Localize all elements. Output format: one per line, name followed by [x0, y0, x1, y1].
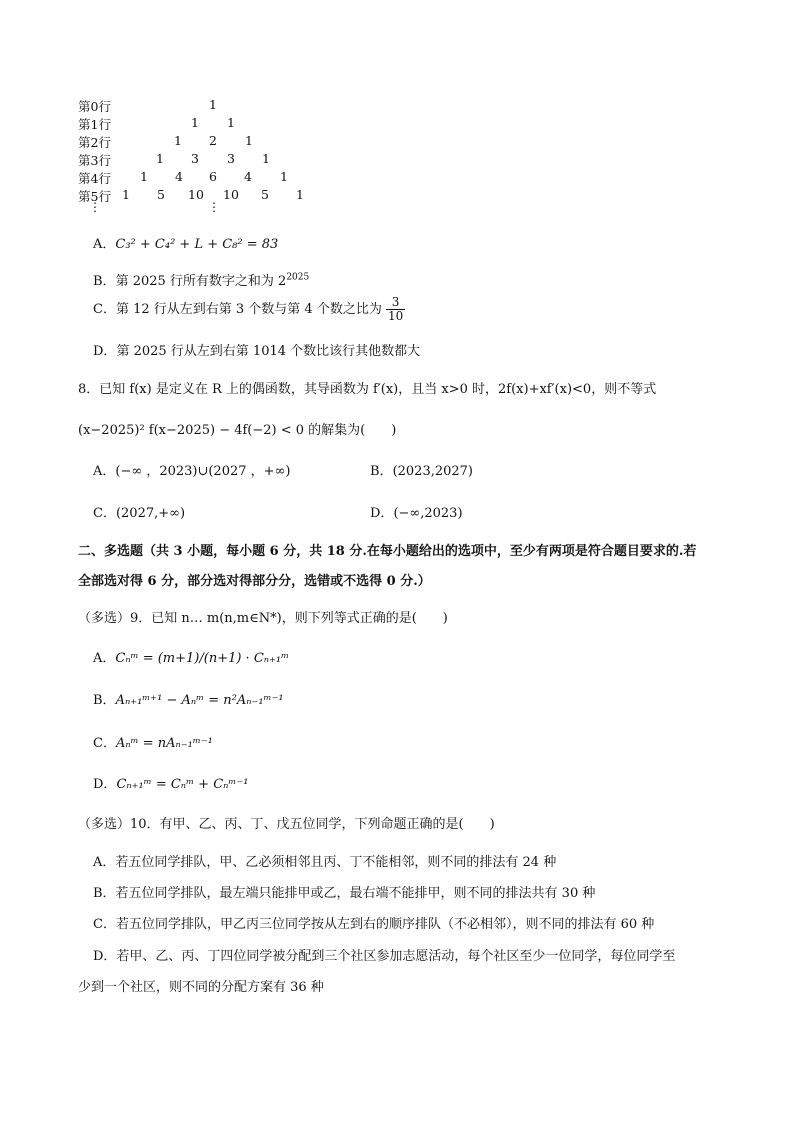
formula: Cₙᵐ = (m+1)/(n+1) · Cₙ₊₁ᵐ: [115, 651, 290, 666]
row-label: 第3行: [78, 153, 111, 168]
section2-heading-line1: 二、多选题（共 3 小题，每小题 6 分，共 18 分.在每小题给出的选项中，至少有两项是符合题目要求的.若: [78, 544, 697, 559]
formula: C₃² + C₄² + L + C₈² = 83: [115, 237, 279, 252]
option-letter: D．: [93, 777, 117, 792]
triangle-value: 1: [122, 187, 130, 202]
triangle-value: 1: [245, 133, 253, 148]
q7-option-a[interactable]: [93, 233, 278, 252]
triangle-value: 5: [157, 187, 165, 202]
option-letter: B．: [370, 464, 393, 479]
row-label: 第1行: [78, 117, 111, 132]
option-letter: C．: [93, 736, 116, 751]
option-text: (−∞,2023): [393, 506, 463, 521]
ellipsis-center: ⋮: [208, 200, 220, 214]
triangle-value: 1: [174, 133, 182, 148]
triangle-value: 3: [191, 151, 199, 166]
option-letter: B．: [93, 274, 116, 289]
q9-option-b[interactable]: [93, 689, 284, 708]
triangle-value: 1: [140, 169, 148, 184]
triangle-value: 1: [156, 151, 164, 166]
formula: Aₙ₊₁ᵐ⁺¹ − Aₙᵐ = n²Aₙ₋₁ᵐ⁻¹: [115, 693, 284, 708]
row-label: 第0行: [78, 99, 111, 114]
option-text: (2023,2027): [392, 464, 474, 479]
q10-stem: （多选）10．有甲、乙、丙、丁、戊五位同学，下列命题正确的是( ): [78, 817, 495, 832]
q8-option-c[interactable]: [93, 502, 185, 521]
q8-option-b[interactable]: [370, 460, 473, 479]
triangle-value: 6: [209, 169, 217, 184]
triangle-value: 4: [244, 169, 252, 184]
q9-option-a[interactable]: [93, 647, 289, 666]
triangle-value: 10: [223, 187, 239, 202]
triangle-value: 1: [191, 115, 199, 130]
formula: Aₙᵐ = nAₙ₋₁ᵐ⁻¹: [115, 736, 213, 751]
option-text: 第 2025 行从左到右第 1014 个数比该行其他数都大: [116, 344, 421, 359]
q8-option-d[interactable]: [370, 502, 463, 521]
option-letter: B．: [93, 693, 116, 708]
triangle-value: 5: [261, 187, 269, 202]
q10-option-a[interactable]: A．若五位同学排队，甲、乙必须相邻且丙、丁不能相邻，则不同的排法有 24 种: [93, 855, 557, 870]
triangle-value: 1: [280, 169, 288, 184]
option-letter: D．: [93, 344, 117, 359]
option-text: (−∞ ，2023)∪(2027 ，+∞): [115, 464, 291, 479]
q10-option-d-line2: 少到一个社区，则不同的分配方案有 36 种: [78, 980, 324, 995]
option-letter: D．: [370, 506, 394, 521]
triangle-value: 1: [262, 151, 270, 166]
option-text: 第 12 行从左到右第 3 个数与第 4 个数之比为: [115, 302, 382, 317]
ellipsis-left: ⋮: [89, 200, 101, 214]
row-label: 第4行: [78, 171, 111, 186]
triangle-value: 1: [227, 115, 235, 130]
option-text: 第 2025 行所有数字之和为 2: [115, 274, 287, 289]
q7-option-b[interactable]: [93, 270, 309, 289]
q8-stem-line1: 8．已知 f(x) 是定义在 R 上的偶函数，其导函数为 f′(x)，且当 x>0 时，2f(x)+xf′(x)<0，则不等式: [78, 382, 657, 397]
option-letter: C．: [93, 302, 116, 317]
option-letter: A．: [93, 237, 116, 252]
formula: Cₙ₊₁ᵐ = Cₙᵐ + Cₙᵐ⁻¹: [116, 777, 249, 792]
section2-heading-line2: 全部选对得 6 分，部分选对得部分分，选错或不选得 0 分.）: [78, 574, 431, 589]
q8-option-a[interactable]: [93, 460, 290, 479]
triangle-value: 2: [209, 133, 217, 148]
fraction: [386, 296, 405, 323]
q9-option-c[interactable]: [93, 732, 213, 751]
option-text: (2027,+∞): [115, 506, 186, 521]
triangle-value: 1: [296, 187, 304, 202]
option-letter: A．: [93, 651, 116, 666]
denominator: 10: [387, 309, 404, 323]
option-letter: C．: [93, 506, 116, 521]
q10-option-b[interactable]: B．若五位同学排队，最左端只能排甲或乙，最右端不能排甲，则不同的排法共有 30 种: [93, 886, 596, 901]
triangle-value: 10: [188, 187, 204, 202]
option-letter: A．: [93, 464, 116, 479]
row-label: 第2行: [78, 135, 111, 150]
triangle-value: 1: [209, 97, 217, 112]
q10-option-d-line1[interactable]: D．若甲、乙、丙、丁四位同学被分配到三个社区参加志愿活动，每个社区至少一位同学，每位同学至: [93, 949, 676, 964]
q10-option-c[interactable]: C．若五位同学排队，甲乙丙三位同学按从左到右的顺序排队（不必相邻），则不同的排法有 60 种: [93, 917, 655, 932]
q7-option-d[interactable]: [93, 340, 420, 359]
q8-stem-line2: (x−2025)² f(x−2025) − 4f(−2) < 0 的解集为( ): [78, 423, 397, 438]
q7-option-c[interactable]: [93, 296, 405, 323]
numerator: 3: [386, 296, 405, 310]
triangle-value: 3: [227, 151, 235, 166]
q9-stem: （多选）9．已知 n… m(n,m∈N*)，则下列等式正确的是( ): [78, 611, 448, 626]
triangle-value: 4: [175, 169, 183, 184]
q9-option-d[interactable]: [93, 773, 248, 792]
row-label: 第5行: [78, 189, 111, 204]
exponent: 2025: [286, 272, 310, 283]
